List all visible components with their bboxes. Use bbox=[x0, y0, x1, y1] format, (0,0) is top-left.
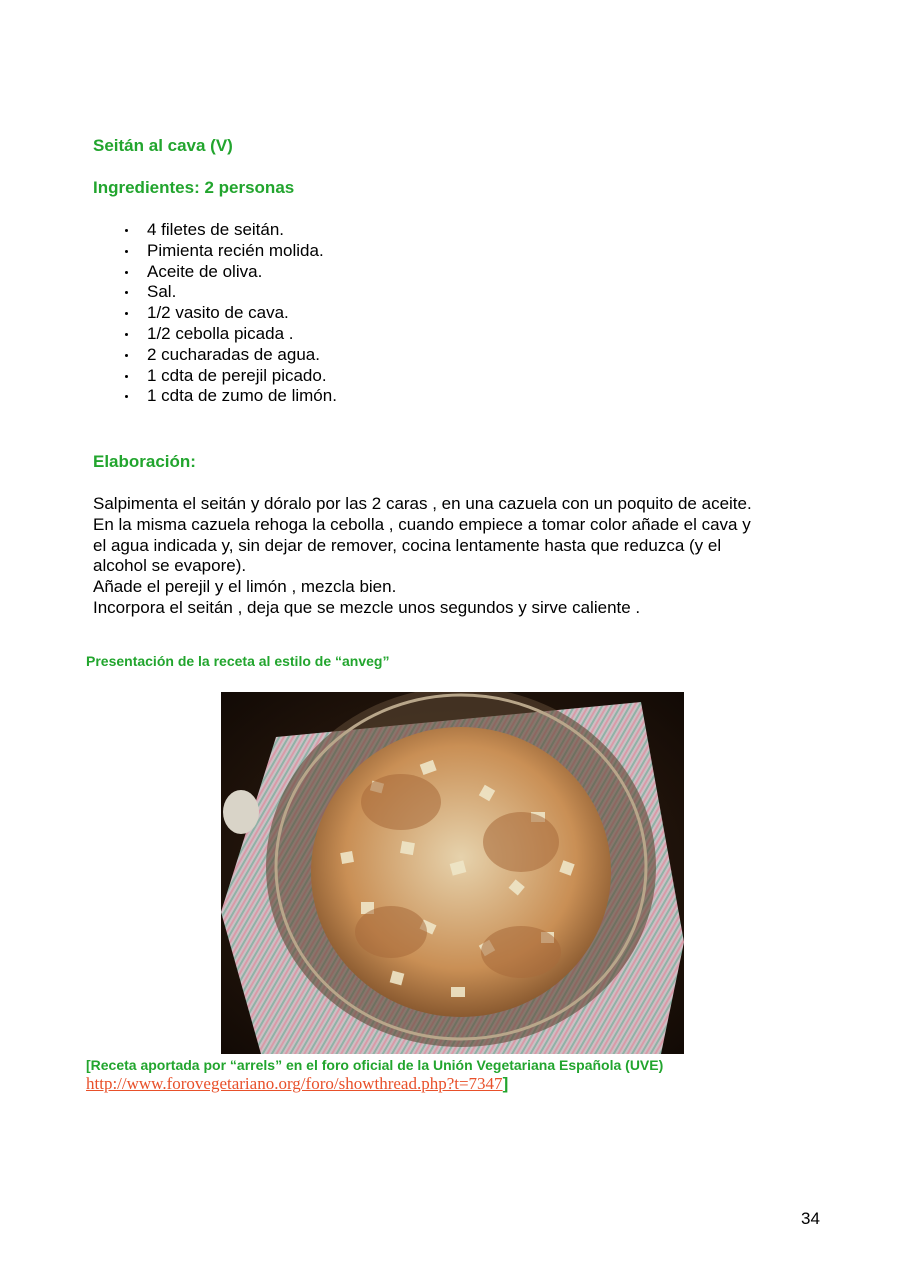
ingredients-heading: Ingredientes: 2 personas bbox=[93, 178, 295, 197]
ingredient-item: 1/2 vasito de cava. bbox=[120, 303, 337, 324]
ingredient-item: Aceite de oliva. bbox=[120, 262, 337, 283]
elaboration-line: el agua indicada y, sin dejar de remover, cocina lentamente hasta que reduzca (y el bbox=[93, 535, 722, 555]
elaboration-line: Salpimenta el seitán y dóralo por las 2 caras , en una cazuela con un poquito de aceite. bbox=[93, 494, 752, 513]
page-number: 34 bbox=[801, 1209, 820, 1228]
recipe-title: Seitán al cava (V) bbox=[93, 136, 233, 155]
presentation-caption: Presentación de la receta al estilo de “anveg” bbox=[86, 653, 390, 669]
credit-link-line bbox=[86, 1074, 508, 1094]
seitan-dish-photo bbox=[221, 692, 684, 1054]
forum-link[interactable]: http://www.forovegetariano.org/foro/showthread.php?t=7347 bbox=[86, 1074, 503, 1093]
closing-bracket: ] bbox=[502, 1074, 509, 1093]
elaboration-heading: Elaboración: bbox=[93, 452, 196, 471]
elaboration-line: Incorpora el seitán , deja que se mezcle unos segundos y sirve caliente . bbox=[93, 597, 641, 617]
ingredient-item: 1/2 cebolla picada . bbox=[120, 324, 337, 345]
elaboration-line: alcohol se evapore). bbox=[93, 556, 247, 576]
ingredient-item: 1 cdta de zumo de limón. bbox=[120, 386, 337, 407]
ingredients-list bbox=[120, 220, 337, 407]
ingredient-item: 4 filetes de seitán. bbox=[120, 220, 337, 241]
dish-photo-illustration bbox=[221, 692, 684, 1054]
ingredient-item: 1 cdta de perejil picado. bbox=[120, 366, 337, 387]
ingredient-item: Pimienta recién molida. bbox=[120, 241, 337, 262]
ingredient-item: Sal. bbox=[120, 282, 337, 303]
elaboration-text bbox=[93, 494, 823, 619]
recipe-credit: [Receta aportada por “arrels” en el foro oficial de la Unión Vegetariana Española (UVE) bbox=[86, 1057, 664, 1073]
ingredient-item: 2 cucharadas de agua. bbox=[120, 345, 337, 366]
elaboration-line: En la misma cazuela rehoga la cebolla , cuando empiece a tomar color añade el cava y bbox=[93, 514, 751, 534]
elaboration-line: Añade el perejil y el limón , mezcla bien. bbox=[93, 577, 397, 597]
